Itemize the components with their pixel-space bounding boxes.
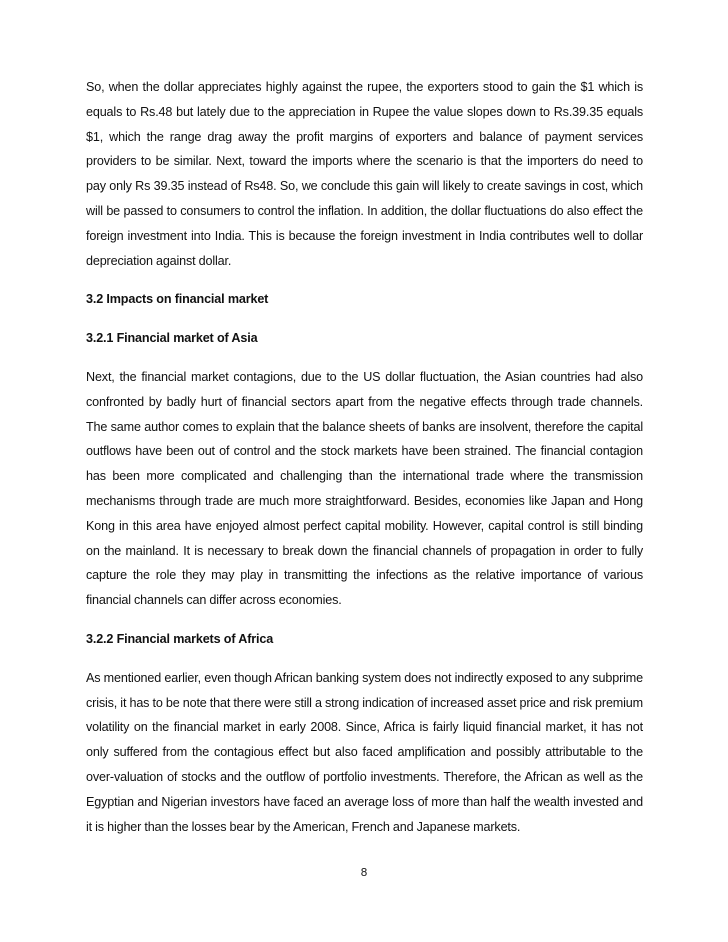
subsection-heading-asia: 3.2.1 Financial market of Asia	[86, 331, 258, 346]
paragraph-asia-contagion: Next, the financial market contagions, due to the US dollar fluctuation, the Asian countries had also confronted by badly hurt of financial sectors apart from the negative effects through trade channels. The same author comes to explain that the balance sheets of banks are insolvent, therefore the capital outflows have been out of control and the stock markets have been strained. The financial contagion has been more complicated and challenging than the international trade where the transmission mechanisms through trade are much more straightforward. Besides, economies like Japan and Hong Kong in this area have enjoyed almost perfect capital mobility. However, capital control is still binding on the mainland. It is necessary to break down the financial channels of propagation in order to fully capture the role they may play in transmitting the infections as the relative importance of various financial channels can differ across economies.	[86, 369, 643, 608]
spacer	[86, 652, 643, 666]
spacer	[86, 312, 643, 326]
subsection-heading-africa: 3.2.2 Financial markets of Africa	[86, 631, 274, 646]
page-number: 8	[360, 866, 368, 879]
paragraph-africa-markets: As mentioned earlier, even though African banking system does not indirectly exposed to any subprime crisis, it has to be note that there were still a strong indication of increased asset price and risk premium volatility on the financial market in early 2008. Since, Africa is fairly liquid financial market, it has not only suffered from the contagious effect but also faced amplification and possibly attributable to the over-valuation of stocks and the outflow of portfolio investments. Therefore, the African as well as the Egyptian and Nigerian investors have faced an average loss of more than half the wealth invested and it is higher than the losses bear by the American, French and Japanese markets.	[86, 670, 643, 834]
section-heading-financial-market: 3.2 Impacts on financial market	[86, 292, 269, 307]
document-page	[86, 75, 643, 839]
spacer	[86, 273, 643, 287]
paragraph-currency-effects: So, when the dollar appreciates highly against the rupee, the exporters stood to gain the $1 which is equals to Rs.48 but lately due to the appreciation in Rupee the value slopes down to Rs.39.35 equals $1, which the range drag away the profit margins of exporters and balance of payment services providers to be similar. Next, toward the imports where the scenario is that the importers do need to pay only Rs 39.35 instead of Rs48. So, we conclude this gain will likely to create savings in cost, which will be passed to consumers to control the inflation. In addition, the dollar fluctuations do also effect the foreign investment into India. This is because the foreign investment in India contributes well to dollar depreciation against dollar.	[86, 80, 643, 268]
spacer	[86, 351, 643, 365]
spacer	[86, 613, 643, 627]
